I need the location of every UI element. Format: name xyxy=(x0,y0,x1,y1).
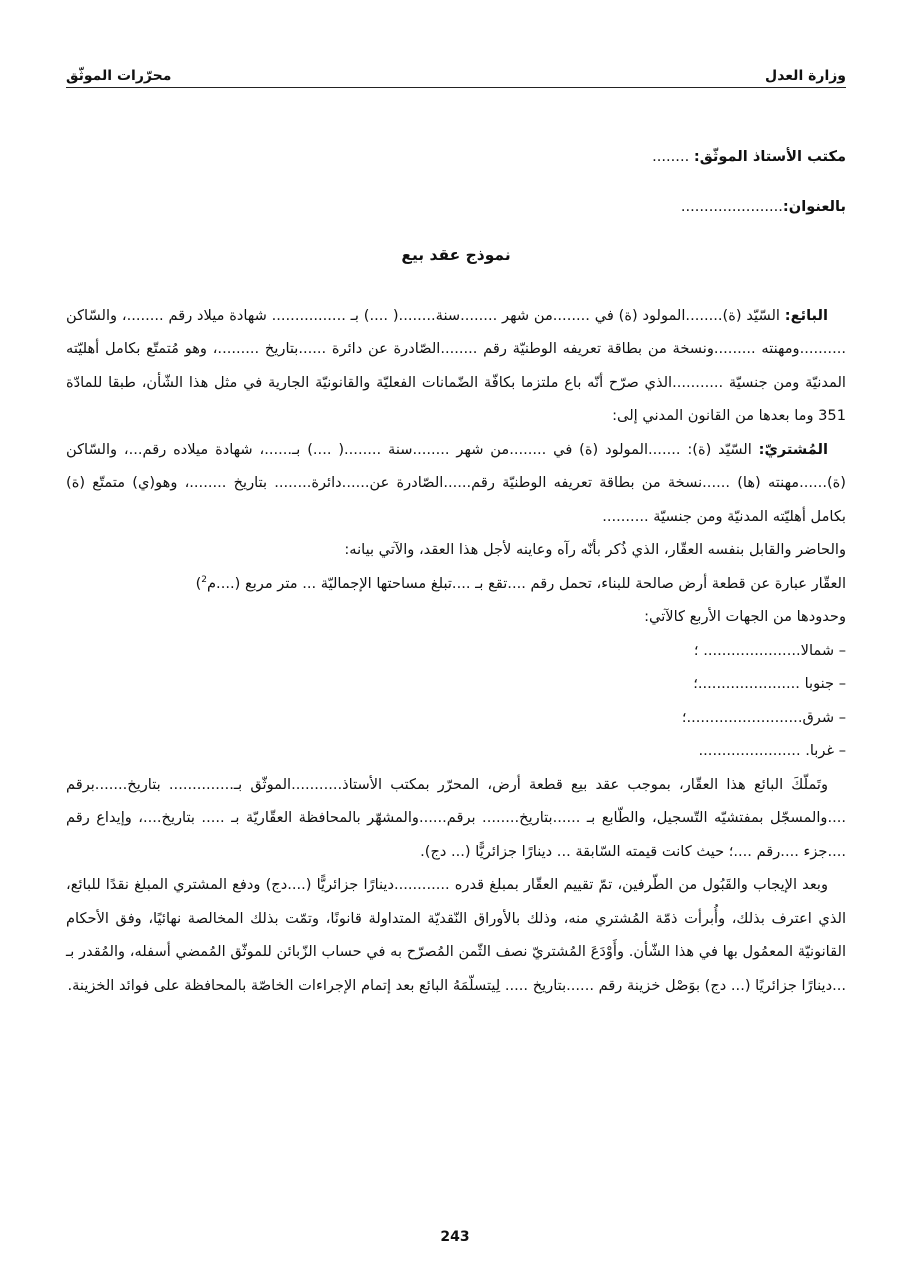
page-number: 243 xyxy=(440,1229,470,1245)
address-value: ...................... xyxy=(680,197,783,215)
buyer-paragraph xyxy=(66,433,846,534)
office-value: ........ xyxy=(652,148,690,165)
address-label: بالعنوان: xyxy=(782,197,846,215)
document-title: نموذج عقد بيع xyxy=(401,246,511,264)
border-south: – جنوبا ......................؛ xyxy=(693,675,846,692)
buyer-label: المُشتريّ: xyxy=(758,440,828,458)
buyer-text: السّيّد (ة): .......المولود (ة) في ........من شهر ........سنة ........( ....) بـ......، شهادة ميلاده رقم...، والسّاكن (ة)......مهنته (ها) ......نسخة من بطاقة تعريفه الوطنيّة رقم......الصّادرة عن......دائرة........ بتاريخ ........، وهو(ي) متمتّع (ة) بكامل أهليّته المدنيّة ومن جنسيّة .......... xyxy=(66,440,846,525)
office-line xyxy=(66,140,846,174)
borders-list xyxy=(66,634,846,768)
border-east: – شرق.........................؛ xyxy=(681,708,846,726)
header-section: محرّرات الموثّق xyxy=(66,68,172,84)
property-paragraph xyxy=(66,567,846,601)
address-line xyxy=(66,190,846,224)
property-text: العقّار عبارة عن قطعة أرض صالحة للبناء، تحمل رقم ....تقع بـ ....تبلغ مساحتها الإجماليّة ... متر مربع (....م xyxy=(207,574,846,592)
borders-intro: وحدودها من الجهات الأربع كالآتي: xyxy=(644,608,846,625)
border-north: – شمالا..................... ؛ xyxy=(693,641,846,659)
seller-paragraph xyxy=(66,299,846,433)
running-header xyxy=(66,58,846,88)
area-superscript: 2 xyxy=(201,574,208,585)
payment-paragraph: وبعد الإيجاب والقَبُول من الطّرفين، تمّ تقييم العقّار بمبلغ قدره ............دينارًا جزائريًّا (....دج) ودفع المشتري المبلغ نقدًا للبائع، الذي اعترف بذلك، وأُبرأت ذمّة المُشتري منه، وذلك بالأوراق النّقديّة المتداولة قانونًا، وتمّت بذلك المخالصة نهائيًا، وفق الأحكام القانونيّة المعمُول بها في هذا الشّأن. وأَوْدَعَ المُشتريّ نصف الثّمن المُصرّح به في حساب الزّبائن للموثّق المُمضي أسفله، والمُقدر بـ ...دينارًا جزائريًا (... دج) بوَصْل خزينة رقم ......بتاريخ ..... لِيتسلّمَهُ البائع بعد إتمام الإجراءات الخاصّة بالمحافظة على فوائد الخزينة. xyxy=(66,876,846,994)
seller-text: السّيّد (ة)........المولود (ة) في ........من شهر ........سنة........( ....) بـ ................ شهادة ميلاد رقم ........، والسّاكن ..........ومهنته .........ونسخة من بطاقة تعريفه الوطنيّة رقم ........الصّادرة عن دائرة ......بتاريخ .........، وهو مُتمتّع بكامل أهليّته المدنيّة ومن جنسيّة ...........الذي صرّح أنّه باع ملتزما بكافّة الضّمانات الفعليّة والقانونيّة الجارية في مثل هذا الشّأن، طبقا للمادّة 351 وما بعدها من القانون المدني إلى: xyxy=(66,306,846,424)
office-label: مكتب الأستاذ الموثّق: xyxy=(693,148,846,165)
property-closing: ) xyxy=(195,574,202,592)
border-west: – غربا. ...................... xyxy=(698,742,846,759)
header-ministry: وزارة العدل xyxy=(765,68,846,84)
present-paragraph: والحاضر والقابل بنفسه العقّار، الذي ذُكر بأنّه رآه وعاينه لأجل هذا العقد، والآتي بيانه: xyxy=(344,541,846,558)
ownership-paragraph: وتَملّكَ البائع هذا العقّار، بموجب عقد بيع قطعة أرض، المحرّر بمكتب الأستاذ...........الموثّق بـ.............. بتاريخ.......برقم ....والمسجّل بمفتشيّه التّسجيل، والطّابع بـ ......بتاريخ........ برقم......والمشهّر بالمحافظة العقّاريّة بـ ..... بتاريخ....، وإيداع رقم ....جزء ....رقم ....؛ حيث كانت قيمته السّابقة ... دينارًا جزائريًّا (... دج). xyxy=(66,775,846,860)
document-body xyxy=(66,140,846,1002)
seller-label: البائع: xyxy=(784,306,829,324)
